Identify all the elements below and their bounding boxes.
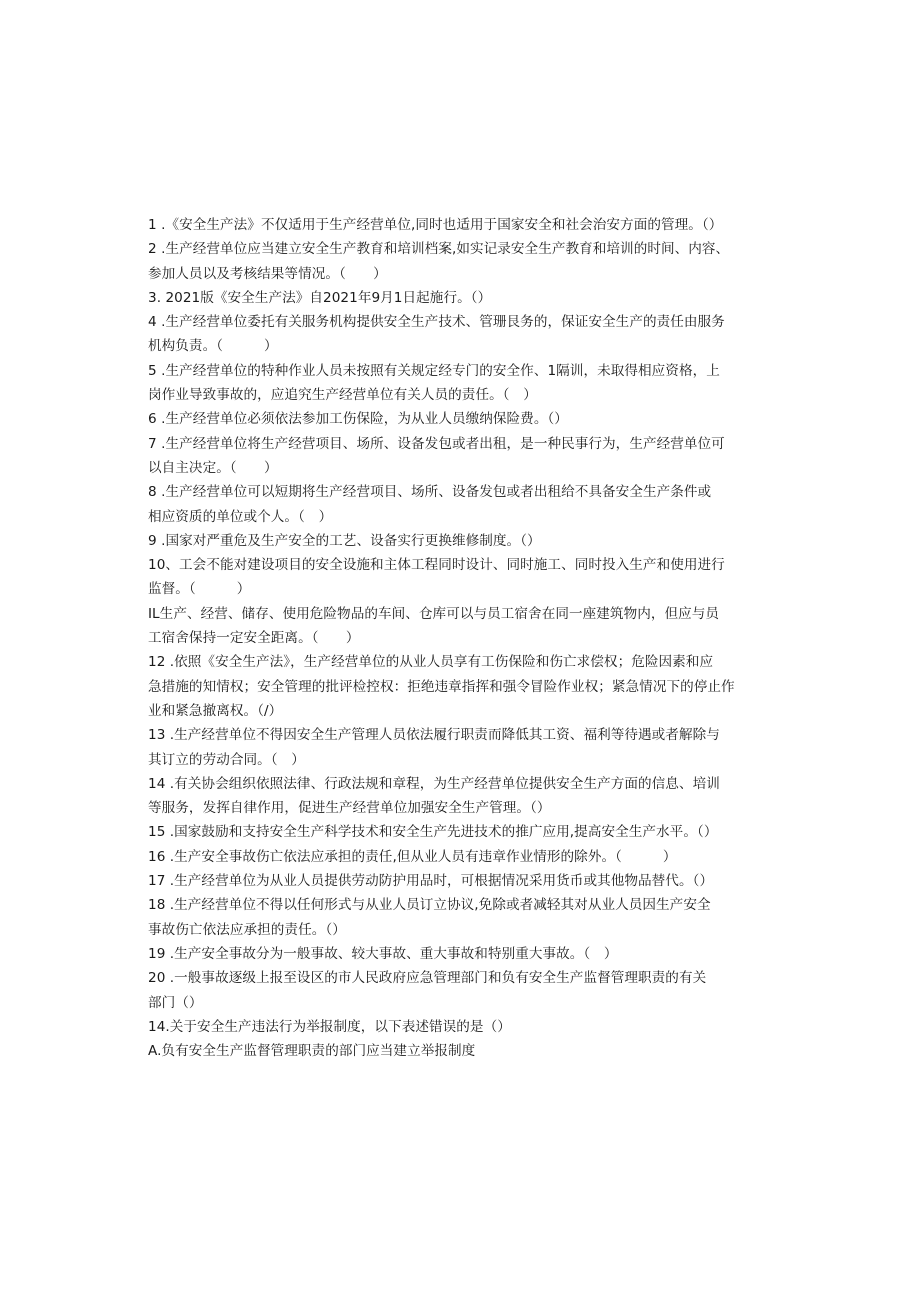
text-line: 8 .生产经营单位可以短期将生产经营项目、场所、设备发包或者出租给不具备安全生产条件或 xyxy=(148,484,712,501)
text-line: 6 .生产经营单位必须依法参加工伤保险，为从业人员缴纳保险费。（） xyxy=(148,411,568,428)
text-line: 10、工会不能对建设项目的安全设施和主体工程同时设计、同时施工、同时投入生产和使用进行 xyxy=(148,557,725,574)
text-line: 2 .生产经营单位应当建立安全生产教育和培训档案,如实记录安全生产教育和培训的时间、内容、 xyxy=(148,241,730,258)
text-line: 13 .生产经营单位不得因安全生产管理人员依法履行职责而降低其工资、福利等待遇或者解除与 xyxy=(148,727,720,744)
text-line: 12 .依照《安全生产法》，生产经营单位的从业人员享有工伤保险和伤亡求偿权；危险因素和应 xyxy=(148,654,714,671)
text-line: 其订立的劳动合同。（ ） xyxy=(148,751,305,768)
text-line: 机构负责。（ ） xyxy=(148,338,278,355)
text-line: 5 .生产经营单位的特种作业人员未按照有关规定经专门的安全作、1隔训，未取得相应资格，上 xyxy=(148,362,720,379)
text-line: 事故伤亡依法应承担的责任。（） xyxy=(148,921,346,938)
text-line: 等服务，发挥自律作用，促进生产经营单位加强安全生产管理。（） xyxy=(148,800,551,817)
text-line: 3. 2021版《安全生产法》自2021年9月1日起施行。（） xyxy=(148,289,492,306)
text-line: A.负有安全生产监督管理职责的部门应当建立举报制度 xyxy=(148,1043,476,1060)
text-line: 7 .生产经营单位将生产经营项目、场所、设备发包或者出租，是一种民事行为，生产经营单位可 xyxy=(148,435,725,452)
text-line: 业和紧急撤离权。（/） xyxy=(148,702,283,719)
text-line: 1 .《安全生产法》不仅适用于生产经营单位,同时也适用于国家安全和社会治安方面的管理。（） xyxy=(148,217,723,233)
text-line: 16 .生产安全事故伤亡依法应承担的责任,但从业人员有违章作业情形的除外。（ ） xyxy=(148,848,677,865)
text-line: 20 .一般事故逐级上报至设区的市人民政府应急管理部门和负有安全生产监督管理职责的有关 xyxy=(148,970,707,987)
text-line: 19 .生产安全事故分为一般事故、较大事故、重大事故和特别重大事故。（ ） xyxy=(148,945,618,962)
text-line: 18 .生产经营单位不得以任何形式与从业人员订立协议,免除或者减轻其对从业人员因生产安全 xyxy=(148,897,711,914)
text-line: 工宿舍保持一定安全距离。（ ） xyxy=(148,630,360,647)
text-line: 14.关于安全生产违法行为举报制度，以下表述错误的是（） xyxy=(148,1018,511,1035)
text-line: 参加人员以及考核结果等情况。（ ） xyxy=(148,265,387,282)
text-line: 急措施的知情权；安全管理的批评检控权：拒绝违章指挥和强令冒险作业权；紧急情况下的停止作 xyxy=(148,678,735,695)
text-line: 岗作业导致事故的，应追究生产经营单位有关人员的责任。（ ） xyxy=(148,387,537,404)
text-line: 监督。（ ） xyxy=(148,581,251,598)
text-line: 4 .生产经营单位委托有关服务机构提供安全生产技术、管珊艮务的，保证安全生产的责任由服务 xyxy=(148,314,725,331)
text-line: 相应资质的单位或个人。（ ） xyxy=(148,508,333,525)
text-line: 9 .国家对严重危及生产安全的工艺、设备实行更换维修制度。（） xyxy=(148,532,541,549)
text-line: IL生产、经营、储存、使用危险物品的车间、仓库可以与员工宿舍在同一座建筑物内，但应与员 xyxy=(148,605,720,622)
text-line: 部门（） xyxy=(148,994,203,1011)
text-line: 15 .国家鼓励和支持安全生产科学技术和安全生产先进技术的推广应用,提高安全生产水平。（） xyxy=(148,824,718,841)
text-line: 14 .有关协会组织依照法律、行政法规和章程，为生产经营单位提供安全生产方面的信息、培训 xyxy=(148,775,720,792)
text-line: 17 .生产经营单位为从业人员提供劳动防护用品时，可根据情况采用货币或其他物品替代。（） xyxy=(148,873,714,890)
text-line: 以自主决定。（ ） xyxy=(148,459,278,476)
document-body xyxy=(148,213,788,1063)
